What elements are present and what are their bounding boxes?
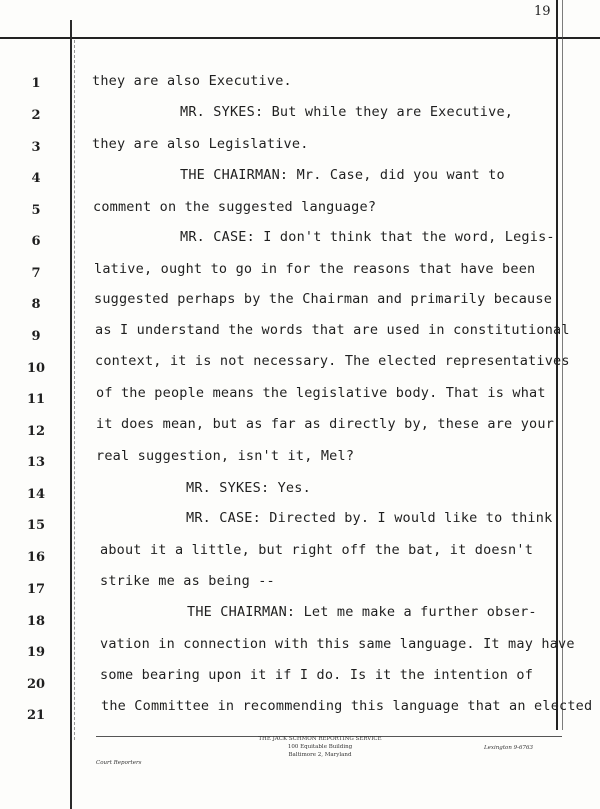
line-number: 21: [26, 708, 46, 723]
transcript-line: lative, ought to go in for the reasons that have been: [94, 261, 536, 277]
line-number: 7: [31, 266, 41, 281]
transcript-line: they are also Legislative.: [92, 136, 309, 152]
page-number: 19: [534, 4, 551, 19]
line-number: 10: [26, 361, 46, 376]
transcript-line: the Committee in recommending this language that an elected: [101, 698, 593, 714]
transcript-line: context, it is not necessary. The elected representatives: [95, 353, 570, 369]
transcript-line: strike me as being --: [100, 573, 275, 589]
transcript-line: MR. CASE: I don't think that the word, Legis-: [180, 229, 555, 245]
line-number: 8: [31, 297, 41, 312]
line-number: 4: [31, 171, 41, 186]
footer-phone: Lexington 9-6763: [484, 745, 533, 751]
transcript-line: MR. CASE: Directed by. I would like to think: [186, 510, 553, 526]
line-number: 19: [26, 645, 46, 660]
reporting-service-address: 100 Equitable Building: [287, 744, 353, 750]
transcript-line: THE CHAIRMAN: Let me make a further obser-: [187, 604, 537, 620]
transcript-line: suggested perhaps by the Chairman and primarily because: [94, 291, 553, 307]
line-number: 11: [26, 392, 46, 407]
line-number: 17: [26, 582, 46, 597]
transcript-line: MR. SYKES: Yes.: [186, 480, 311, 496]
transcript-line: comment on the suggested language?: [93, 199, 377, 215]
reporting-service-block: [220, 735, 420, 759]
transcript-line: about it a little, but right off the bat, it doesn't: [100, 542, 534, 558]
transcript-line: vation in connection with this same language. It may have: [100, 636, 575, 652]
transcript-line: it does mean, but as far as directly by, these are your: [96, 416, 555, 432]
transcript-line: MR. SYKES: But while they are Executive,: [180, 104, 514, 120]
transcript-line: real suggestion, isn't it, Mel?: [96, 448, 355, 464]
line-number: 15: [26, 518, 46, 533]
transcript-line: of the people means the legislative body. That is what: [96, 385, 546, 401]
line-number: 5: [31, 203, 41, 218]
reporting-service-name: THE JACK SCHMON REPORTING SERVICE: [258, 736, 382, 742]
transcript-line: THE CHAIRMAN: Mr. Case, did you want to: [180, 167, 505, 183]
line-number: 14: [26, 487, 46, 502]
transcript-line: as I understand the words that are used in constitutional: [95, 322, 570, 338]
line-number: 9: [31, 329, 41, 344]
left-margin-rule: [70, 20, 72, 809]
line-number: 3: [31, 140, 41, 155]
line-number: 1: [31, 76, 41, 91]
line-number: 6: [31, 234, 41, 249]
transcript-line: some bearing upon it if I do. Is it the intention of: [100, 667, 534, 683]
reporting-service-city: Baltimore 2, Maryland: [288, 752, 352, 758]
line-number: 13: [26, 455, 46, 470]
line-number: 2: [31, 108, 41, 123]
line-number: 12: [26, 424, 46, 439]
left-margin-rule-inner: [74, 40, 75, 740]
line-number: 16: [26, 550, 46, 565]
line-number: 18: [26, 614, 46, 629]
top-rule: [0, 37, 600, 39]
line-number: 20: [26, 677, 46, 692]
transcript-line: they are also Executive.: [92, 73, 292, 89]
footer-left-label: Court Reporters: [96, 760, 142, 766]
